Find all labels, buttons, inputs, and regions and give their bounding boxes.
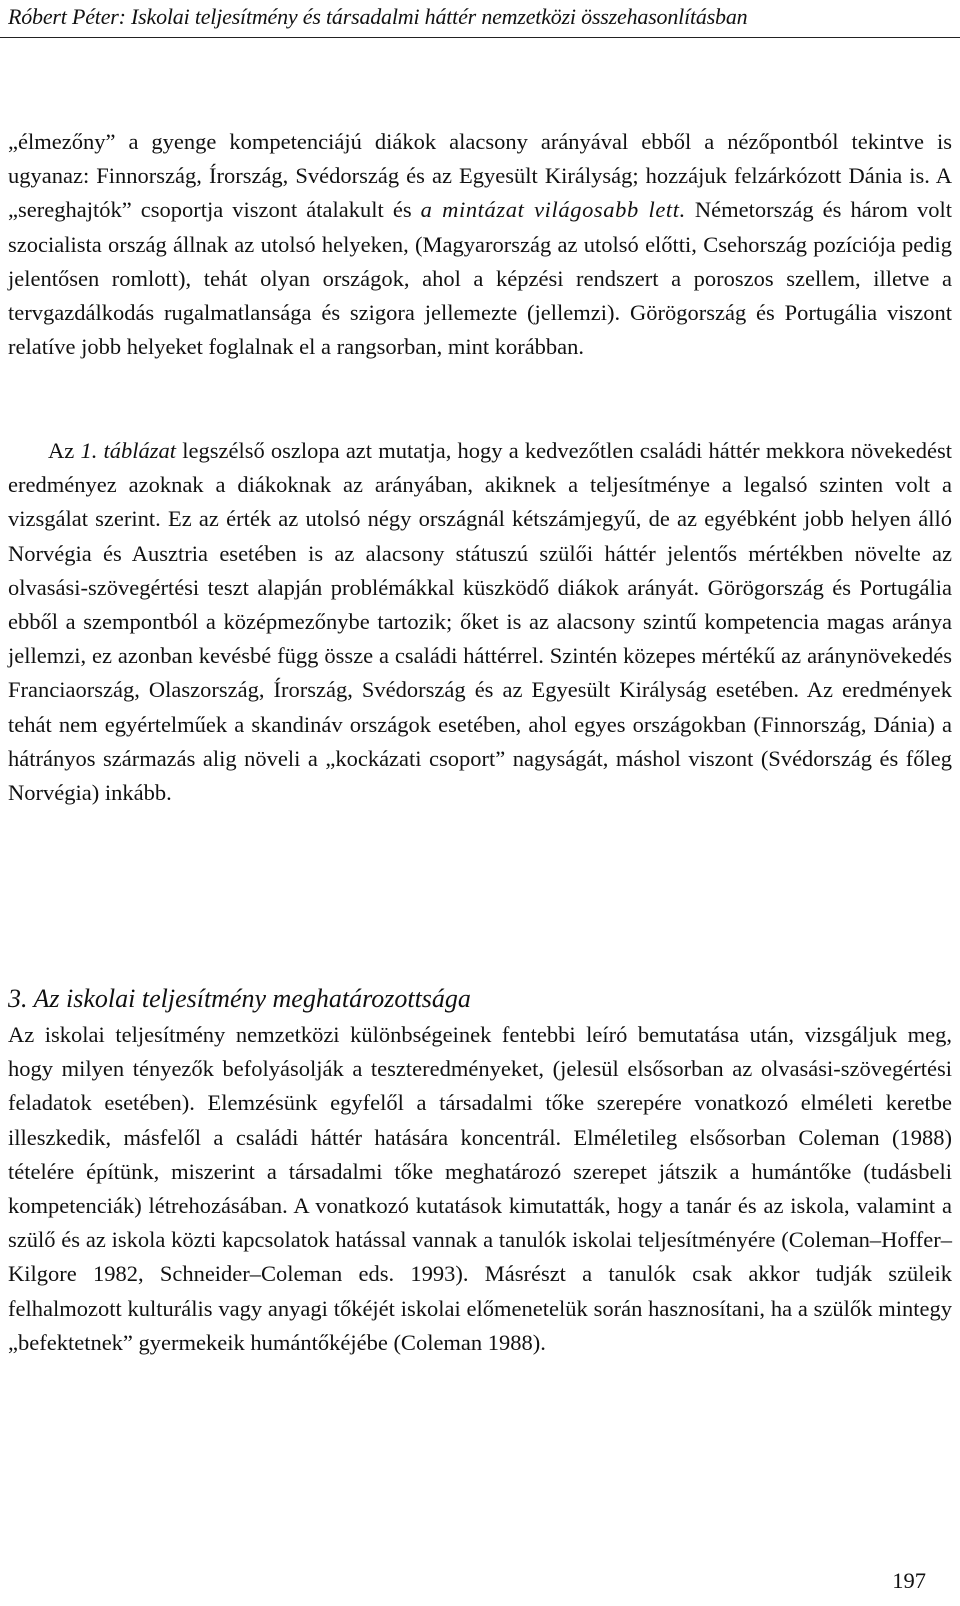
paragraph-3-text: Az iskolai teljesítmény nemzetközi különbségeinek fentebbi leíró bemutatása után, vizsgáljuk meg, hogy milyen tényezők befolyásolják a teszteredményeket, (jelesül elsősorban az olvasási-szövegértési feladatok esetében). Elemzésünk egyfelől a társadalmi tőke szerepére vonatkozó elméleti keretbe illeszkedik, másfelől a családi háttér hatására koncentrál. Elméletileg elsősorban Coleman (1988) tételére építünk, miszerint a társadalmi tőke meghatározó szerepet játszik a humántőke (tudásbeli kompetenciák) létrehozásában. A vonatkozó kutatások kimutatták, hogy a tanár és az iskola, valamint a szülő és az iskola közti kapcsolatok hatással vannak a tanulók iskolai teljesítményére (Coleman–Hoffer–Kilgore 1982, Schneider–Coleman eds. 1993). Másrészt a tanulók csak akkor tudják szüleik felhalmozott kulturális vagy anyagi tőkéjét iskolai előmenetelük során hasznosítani, ha a szülők mintegy „befektetnek” gyermekeik humántőkéjébe (Coleman 1988). (8, 1022, 952, 1355)
table-reference: 1. táblázat (80, 438, 177, 463)
page-number: 197 (892, 1568, 926, 1593)
paragraph-1 (8, 125, 952, 364)
paragraph-3 (8, 1018, 952, 1360)
running-header: Róbert Péter: Iskolai teljesítmény és társadalmi háttér nemzetközi összehasonlításban (8, 4, 748, 29)
header-rule (0, 37, 960, 38)
paragraph-1-part-b: Németország és három volt szocialista ország állnak az utolsó helyeken, (Magyarország az utolsó előtti, Csehország pozíciója pedig jelentősen romlott), tehát olyan országok, ahol a képzési rendszert a poroszos szellem, illetve a tervgazdálkodás rugalmatlansága és szigora jellemezte (jellemzi). Görögország és Portugália viszont relatíve jobb helyeket foglalnak el a rangsorban, mint korábban. (8, 197, 952, 360)
section-heading: 3. Az iskolai teljesítmény meghatározottsága (8, 984, 471, 1013)
paragraph-1-part-a: „élmezőny” a gyenge kompetenciájú diákok alacsony arányával ebből a nézőpontból tekintve is ugyanaz: Finnország, Írország, Svédország és az Egyesült Királyság; hozzájuk felzárkózott Dánia is. A „sereghajtók” csoportja viszont átalakult és (8, 129, 952, 223)
paragraph-2 (8, 434, 952, 810)
paragraph-2-lead: Az (48, 438, 81, 463)
paragraph-2-text: legszélső oszlopa azt mutatja, hogy a kedvezőtlen családi háttér mekkora növekedést eredményez azoknak a diákoknak az arányában, akiknek a teljesítménye a legalsó szinten volt a vizsgálat szerint. Ez az érték az utolsó négy országnál kétszámjegyű, de az egyébként jobb helyen álló Norvégia és Ausztria esetében is az alacsony státuszú szülői háttér jelentős mértékben növelte az olvasási-szövegértési teszt alapján problémákkal küszködő diákok arányát. Görögország és Portugália ebből a szempontból a középmezőnybe tartozik; őket is az alacsony szintű kompetencia magas aránya jellemzi, ez azonban kevésbé függ össze a családi háttérrel. Szintén közepes mértékű az aránynövekedés Franciaország, Olaszország, Írország, Svédország és az Egyesült Királyság esetében. Az eredmények tehát nem egyértelműek a skandináv országok esetében, ahol egyes országokban (Finnország, Dánia) a hátrányos származás alig növeli a „kockázati csoport” nagyságát, máshol viszont (Svédország és főleg Norvégia) inkább. (8, 438, 952, 806)
paragraph-1-emphasis: a mintázat világosabb lett. (420, 197, 686, 223)
